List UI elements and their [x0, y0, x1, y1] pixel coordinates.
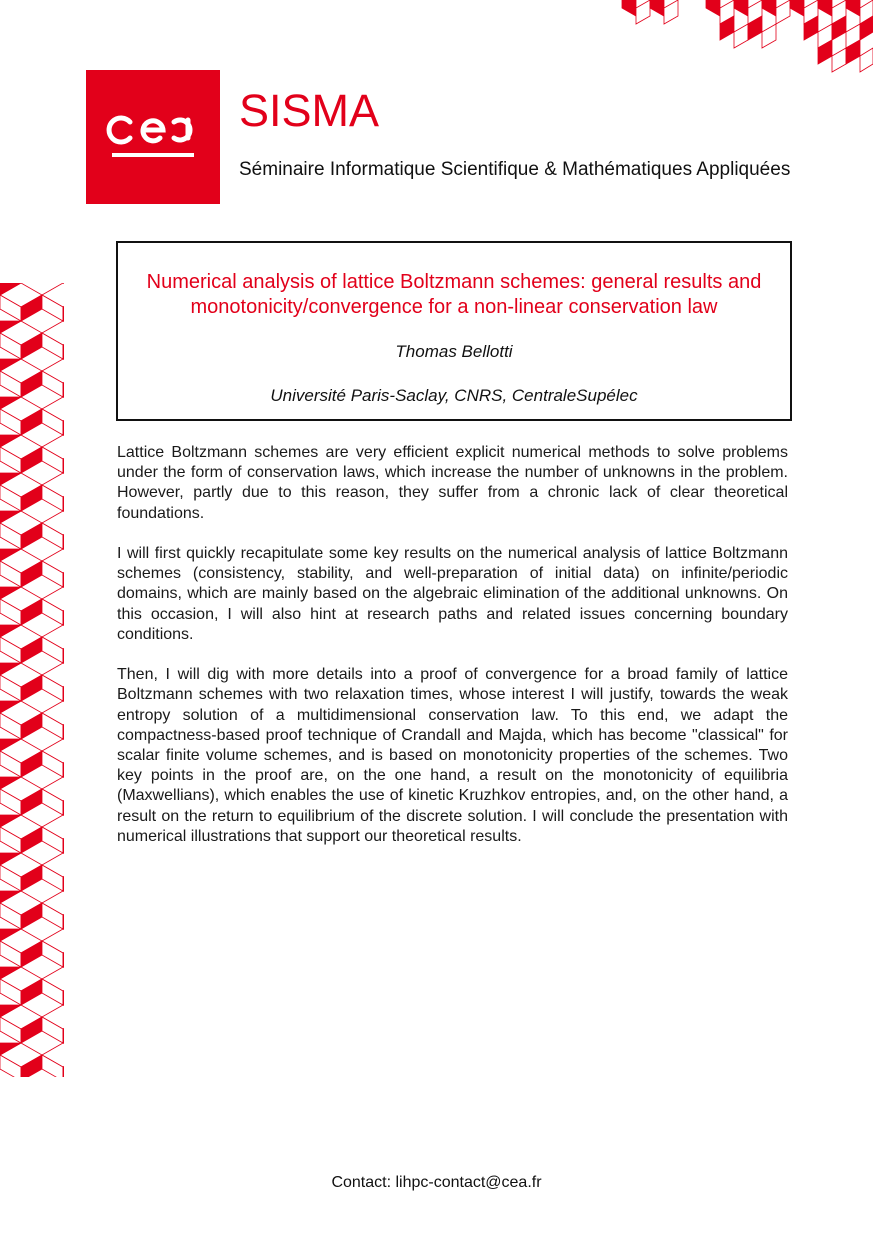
series-acronym: SISMA: [239, 85, 380, 136]
cea-logo-mark: [86, 70, 220, 204]
abstract-paragraph: Then, I will dig with more details into a proof of convergence for a broad family of lattice Boltzmann schemes with two relaxation times, whose interest I will justify, towards the weak entropy solution of a multidimensional conservation law. To this end, we adapt the compactness-based proof technique of Crandall and Majda, which has become "classical" for scalar finite volume schemes, and is based on monotonicity properties of the schemes. Two key points in the proof are, on the one hand, a result on the monotonicity of equilibria (Maxwellians), which enables the use of kinetic Kruzhkov entropies, and, on the other hand, a result on the return to equilibrium of the discrete solution. I will conclude the presentation with numerical illustrations that support our theoretical results.: [117, 666, 788, 845]
talk-info-box: [116, 241, 792, 421]
speaker-name: Thomas Bellotti: [395, 342, 513, 361]
abstract: [117, 443, 788, 867]
speaker-affiliation: Université Paris-Saclay, CNRS, CentraleSupélec: [270, 386, 638, 405]
cea-logo: [86, 70, 220, 204]
contact-line: Contact: lihpc-contact@cea.fr: [331, 1174, 542, 1191]
decorative-cube-pattern-left: [0, 283, 64, 1077]
decorative-cube-pattern-top: [620, 0, 873, 76]
series-subtitle: Séminaire Informatique Scientifique & Mathématiques Appliquées: [239, 159, 791, 180]
abstract-paragraph: I will first quickly recapitulate some key results on the numerical analysis of lattice Boltzmann schemes (consistency, stability, and well-preparation of initial data) on infinite/periodic domains, which are mainly based on the algebraic elimination of the additional unknowns. On this occasion, I will also hint at research paths and related issues concerning boundary conditions.: [117, 545, 788, 643]
abstract-paragraph: Lattice Boltzmann schemes are very efficient explicit numerical methods to solve problems under the form of conservation laws, which increase the number of unknowns in the problem. However, partly due to this reason, they suffer from a chronic lack of clear theoretical foundations.: [117, 444, 788, 522]
talk-title: Numerical analysis of lattice Boltzmann schemes: general results and monotonicity/convergence for a non-linear conservation law: [146, 271, 762, 318]
